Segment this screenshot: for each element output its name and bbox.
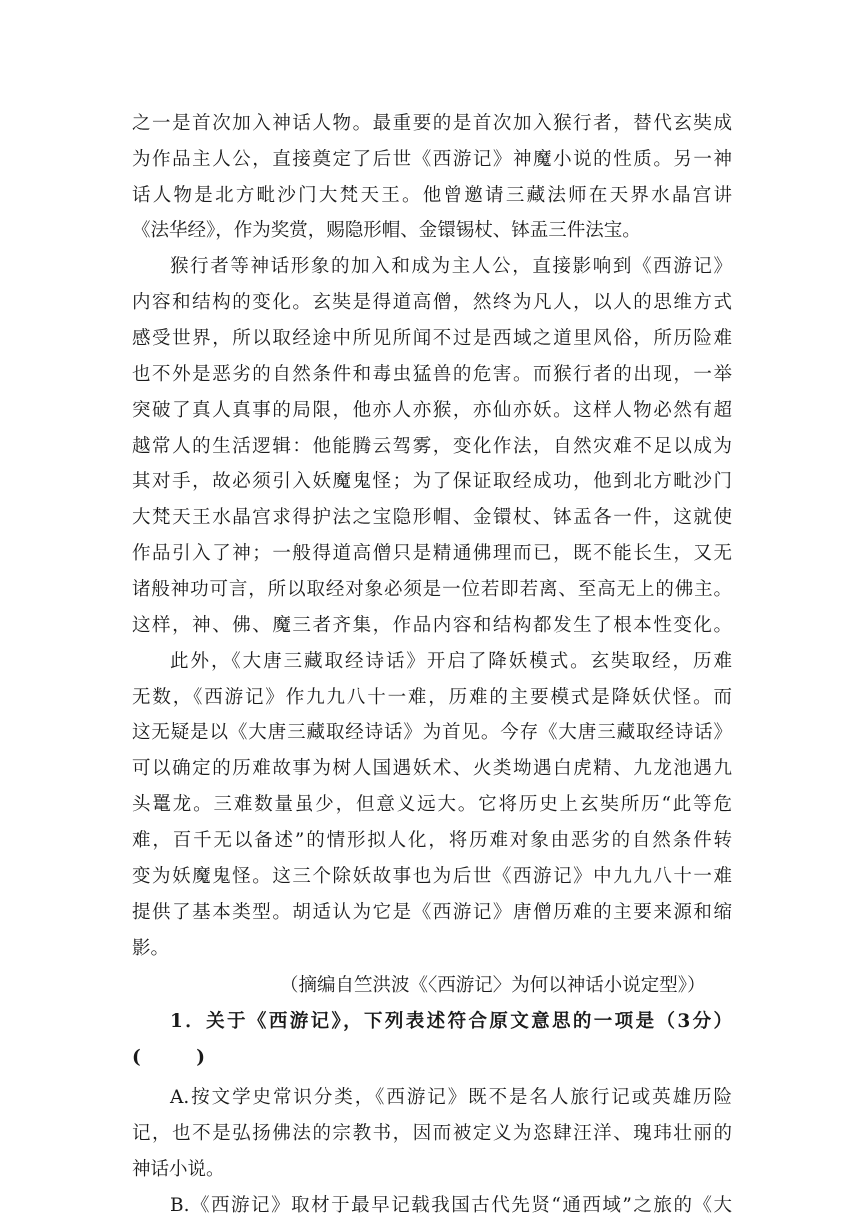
answer-blank: ( ) (132, 1047, 206, 1068)
option-line: 记，也不是弘扬佛法的宗教书，因而被定义为恣肆汪洋、瑰玮壮丽的 (132, 1123, 732, 1144)
paragraph-line: 《法华经》，作为奖赏，赐隐形帽、金镮锡杖、钵盂三件法宝。 (132, 220, 641, 241)
paragraph-line: 无数，《西游记》作九九八十一难，历难的主要模式是降妖伏怪。而 (132, 687, 732, 708)
paragraph-line: 诸般神功可言，所以取经对象必须是一位若即若离、至高无上的佛主。 (132, 579, 732, 600)
paragraph-line: 难，百千无以备述”的情形拟人化，将历难对象由恶劣的自然条件转 (132, 830, 732, 851)
paragraph-line: 提供了基本类型。胡适认为它是《西游记》唐僧历难的主要来源和缩 (132, 902, 732, 923)
question-stem: 1．关于《西游记》，下列表述符合原文意思的一项是（3分） (170, 1011, 732, 1032)
paragraph-line: 话人物是北方毗沙门大梵天王。他曾邀请三藏法师在天界水晶宫讲 (132, 185, 732, 206)
paragraph-line: 变为妖魔鬼怪。这三个除妖故事也为后世《西游记》中九九八十一难 (132, 866, 732, 887)
paragraph-line: 突破了真人真事的局限，他亦人亦猴，亦仙亦妖。这样人物必然有超 (132, 400, 732, 421)
paragraph-line: 这样，神、佛、魔三者齐集，作品内容和结构都发生了根本性变化。 (132, 615, 732, 636)
paragraph-line: 这无疑是以《大唐三藏取经诗话》为首见。今存《大唐三藏取经诗话》 (132, 722, 732, 743)
paragraph-line: 猴行者等神话形象的加入和成为主人公，直接影响到《西游记》 (170, 256, 732, 277)
paragraph-line: 头鼍龙。三难数量虽少，但意义远大。它将历史上玄奘所历“此等危 (132, 794, 732, 815)
option-line: 神话小说。 (132, 1159, 225, 1180)
paragraph-line: 为作品主人公，直接奠定了后世《西游记》神魔小说的性质。另一神 (132, 149, 732, 170)
option-line: B.《西游记》取材于最早记载我国古代先贤“通西域”之旅的《大 (170, 1195, 732, 1216)
paragraph-line: 感受世界，所以取经途中所见所闻不过是西域之道里风俗，所历险难 (132, 328, 732, 349)
source-citation: （摘编自竺洪波《〈西游记〉为何以神话小说定型》） (280, 975, 706, 996)
paragraph-line: 越常人的生活逻辑：他能腾云驾雾，变化作法，自然灾难不足以成为 (132, 436, 732, 457)
paragraph-line: 大梵天王水晶宫求得护法之宝隐形帽、金镮杖、钵盂各一件，这就使 (132, 507, 732, 528)
paragraph-line: 内容和结构的变化。玄奘是得道高僧，然终为凡人，以人的思维方式 (132, 292, 732, 313)
paragraph-line: 作品引入了神；一般得道高僧只是精通佛理而已，既不能长生，又无 (132, 543, 732, 564)
paragraph-line: 可以确定的历难故事为树人国遇妖术、火类坳遇白虎精、九龙池遇九 (132, 758, 732, 779)
paragraph-line: 影。 (132, 938, 170, 959)
option-line: A.按文学史常识分类，《西游记》既不是名人旅行记或英雄历险 (170, 1087, 732, 1108)
paragraph-line: 也不外是恶劣的自然条件和毒虫猛兽的危害。而猴行者的出现，一举 (132, 364, 732, 385)
paragraph-line: 其对手，故必须引入妖魔鬼怪；为了保证取经成功，他到北方毗沙门 (132, 471, 732, 492)
paragraph-line: 之一是首次加入神话人物。最重要的是首次加入猴行者，替代玄奘成 (132, 113, 732, 134)
paragraph-line: 此外，《大唐三藏取经诗话》开启了降妖模式。玄奘取经，历难 (170, 651, 732, 672)
